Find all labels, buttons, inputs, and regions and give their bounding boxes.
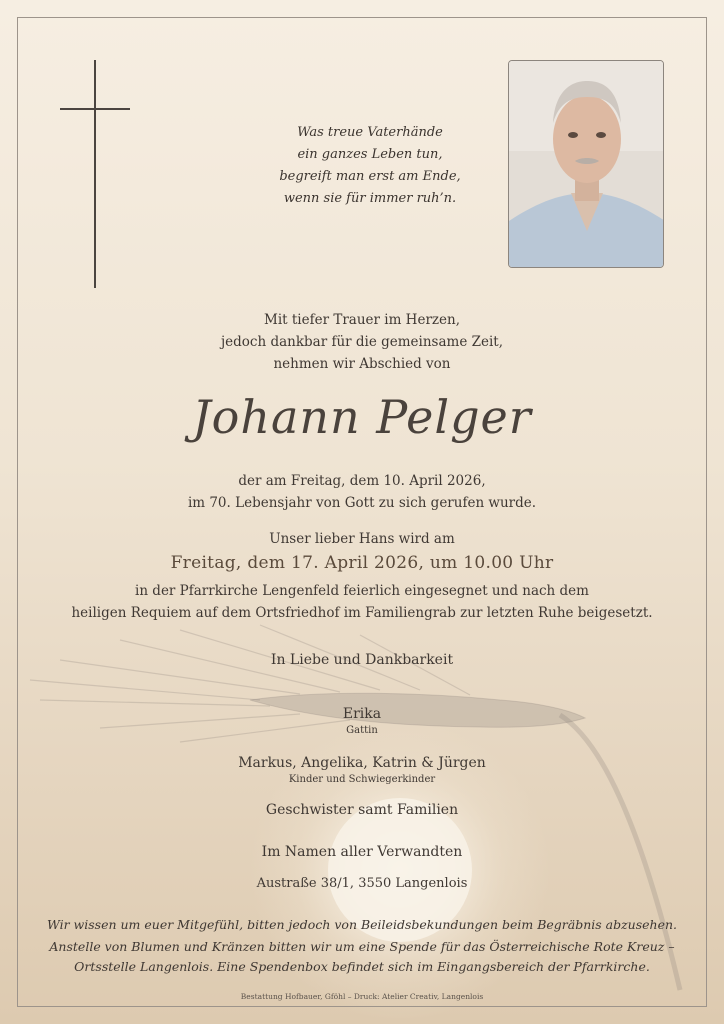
mourner-name: Erika xyxy=(342,706,382,722)
funeral-date: Freitag, dem 17. April 2026, um 10.00 Uhr xyxy=(170,553,554,573)
intro-line: jedoch dankbar für die gemeinsame Zeit, xyxy=(220,334,504,350)
mourner-role: Gattin xyxy=(346,725,378,736)
donation-line: Anstelle von Blumen und Kränzen bitten wir um eine Spende für das Österreichische Rote Kreuz – xyxy=(49,939,675,954)
donation-line: Ortsstelle Langenlois. Eine Spendenbox befindet sich im Eingangsbereich der Pfarrkirche. xyxy=(74,959,650,974)
funeral-intro: Unser lieber Hans wird am xyxy=(269,531,455,547)
poem-line: ein ganzes Leben tun, xyxy=(297,147,443,162)
mourner-name: Markus, Angelika, Katrin & Jürgen xyxy=(238,755,486,771)
funeral-line: in der Pfarrkirche Lengenfeld feierlich eingesegnet und nach dem xyxy=(135,583,589,599)
mourner-name: Geschwister samt Familien xyxy=(265,802,459,818)
memorial-poem xyxy=(250,122,490,210)
closing-phrase: In Liebe und Dankbarkeit xyxy=(270,652,454,668)
mourner-role: Kinder und Schwiegerkinder xyxy=(288,774,436,785)
intro-line: nehmen wir Abschied von xyxy=(273,356,451,372)
portrait-photo xyxy=(508,60,664,268)
intro-line: Mit tiefer Trauer im Herzen, xyxy=(264,312,460,328)
poem-line: wenn sie für immer ruh’n. xyxy=(283,191,457,206)
mourner-name: Im Namen aller Verwandten xyxy=(261,844,463,860)
condolence-note: Wir wissen um euer Mitgefühl, bitten jedoch von Beileidsbekundungen beim Begräbnis abzusehen. xyxy=(46,917,678,932)
poem-line: begreift man erst am Ende, xyxy=(279,169,461,184)
death-announcement xyxy=(40,470,684,514)
death-line: der am Freitag, dem 10. April 2026, xyxy=(238,473,486,489)
intro-text xyxy=(40,309,684,375)
print-credits: Bestattung Hofbauer, Gföhl – Druck: Atelier Creativ, Langenlois xyxy=(240,992,484,1001)
family-address: Austraße 38/1, 3550 Langenlois xyxy=(256,876,468,891)
funeral-line: heiligen Requiem auf dem Ortsfriedhof im Familiengrab zur letzten Ruhe beigesetzt. xyxy=(71,605,653,621)
funeral-details xyxy=(40,580,684,624)
donation-note xyxy=(30,937,694,977)
cross-icon xyxy=(60,60,130,288)
poem-line: Was treue Vaterhände xyxy=(297,125,443,140)
deceased-name: Johann Pelger xyxy=(192,390,532,444)
death-line: im 70. Lebensjahr von Gott zu sich gerufen wurde. xyxy=(187,495,537,511)
